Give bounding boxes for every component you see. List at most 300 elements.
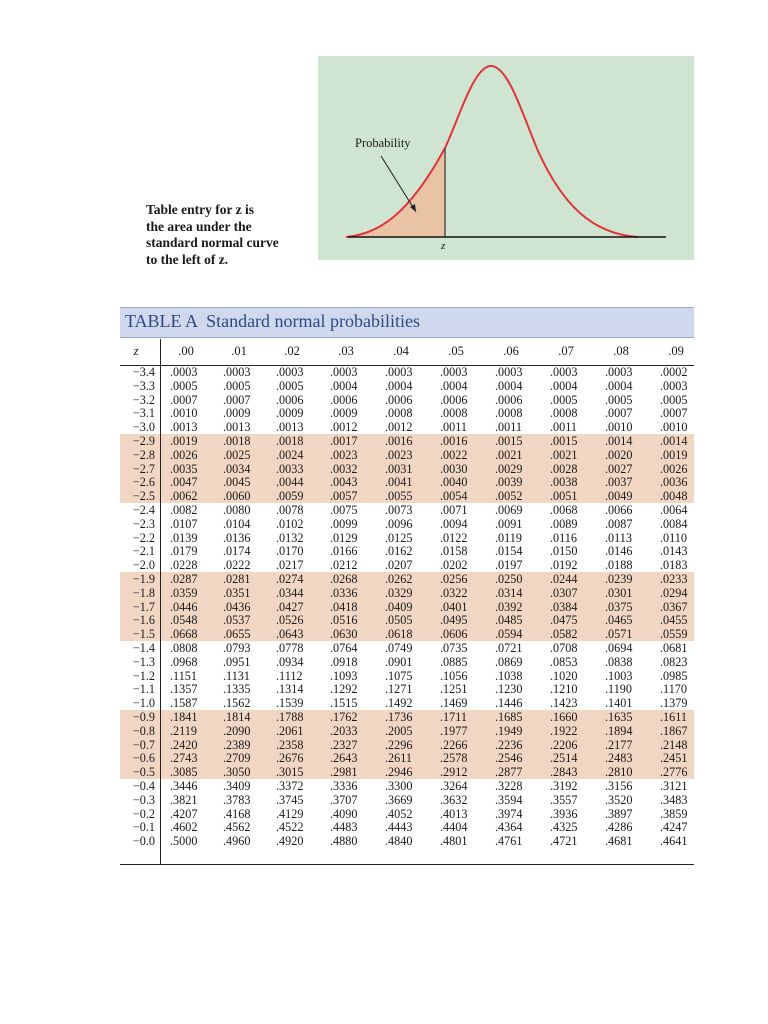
probability-cell: .1251	[440, 682, 468, 697]
table-row	[120, 532, 694, 546]
table-row	[120, 835, 694, 849]
probability-cell: .0465	[605, 613, 633, 628]
probability-cell: .0034	[223, 461, 251, 476]
probability-cell: .0548	[170, 613, 198, 628]
probability-cell: .2810	[605, 765, 633, 780]
probability-cell: .0250	[495, 572, 523, 586]
probability-cell: .0003	[550, 365, 578, 379]
table-row	[120, 794, 694, 808]
probability-cell: .0004	[495, 378, 523, 393]
probability-cell: .0010	[660, 420, 688, 435]
table-row	[120, 752, 694, 766]
header-col: .05	[448, 344, 464, 358]
shaded-probability-area	[346, 148, 445, 237]
probability-cell: .2033	[330, 723, 358, 738]
probability-cell: .0384	[550, 599, 578, 614]
probability-cell: .0030	[440, 461, 468, 476]
probability-cell: .2090	[223, 723, 251, 738]
probability-cell: .0749	[385, 641, 413, 655]
probability-cell: .0007	[605, 406, 633, 421]
table-row	[120, 821, 694, 835]
table-row	[120, 449, 694, 463]
probability-cell: .0351	[223, 585, 251, 600]
probability-cell: .3745	[276, 792, 304, 807]
probability-cell: .0015	[495, 434, 523, 448]
probability-cell: .0495	[440, 613, 468, 628]
probability-cell: .2177	[605, 737, 633, 752]
probability-cell: .0006	[440, 392, 468, 407]
probability-cell: .1814	[223, 710, 251, 724]
probability-cell: .0014	[660, 434, 688, 448]
probability-cell: .0367	[660, 599, 688, 614]
probability-cell: .0102	[276, 516, 304, 531]
normal-curve-figure	[318, 56, 694, 260]
z-value: −2.4	[132, 503, 155, 517]
table-number: TABLE A	[125, 311, 199, 331]
probability-cell: .0256	[440, 572, 468, 586]
probability-cell: .1230	[495, 682, 523, 697]
probability-cell: .1660	[550, 710, 578, 724]
probability-cell: .1020	[550, 668, 578, 683]
probability-cell: .0174	[223, 544, 251, 559]
probability-cell: .1038	[495, 668, 523, 683]
probability-cell: .0003	[330, 365, 358, 379]
probability-cell: .4483	[330, 820, 358, 835]
probability-cell: .4168	[223, 806, 251, 821]
probability-cell: .4840	[385, 834, 413, 849]
header-col: .04	[393, 344, 409, 358]
probability-cell: .4247	[660, 820, 688, 835]
probability-cell: .0036	[660, 475, 688, 490]
probability-cell: .3483	[660, 792, 688, 807]
probability-cell: .0041	[385, 475, 413, 490]
probability-cell: .0003	[223, 365, 251, 379]
probability-cell: .0018	[223, 434, 251, 448]
probability-cell: .0013	[223, 420, 251, 435]
probability-cell: .4960	[223, 834, 251, 849]
probability-cell: .0005	[605, 392, 633, 407]
probability-cell: .0618	[385, 627, 413, 642]
probability-cell: .0764	[330, 641, 358, 655]
table-row	[120, 366, 694, 380]
probability-cell: .3897	[605, 806, 633, 821]
probability-cell: .4052	[385, 806, 413, 821]
probability-cell: .1977	[440, 723, 468, 738]
probability-cell: .0192	[550, 558, 578, 573]
table-row	[120, 656, 694, 670]
caption-line: standard normal curve	[146, 235, 279, 250]
probability-cell: .0594	[495, 627, 523, 642]
probability-cell: .0006	[495, 392, 523, 407]
probability-cell: .4522	[276, 820, 304, 835]
header-col: .06	[503, 344, 519, 358]
probability-cell: .0004	[385, 378, 413, 393]
probability-cell: .3409	[223, 779, 251, 793]
probability-cell: .0119	[495, 530, 522, 545]
probability-cell: .0516	[330, 613, 358, 628]
probability-cell: .0228	[170, 558, 198, 573]
probability-cell: .0158	[440, 544, 468, 559]
probability-cell: .1562	[223, 696, 251, 711]
probability-cell: .0003	[440, 365, 468, 379]
probability-cell: .2389	[223, 737, 251, 752]
z-value: −1.3	[132, 654, 155, 669]
z-value: −2.3	[132, 516, 155, 531]
table-row	[120, 587, 694, 601]
probability-cell: .1788	[276, 710, 304, 724]
probability-cell: .0107	[170, 516, 198, 531]
probability-cell: .3121	[660, 779, 688, 793]
probability-cell: .2776	[660, 765, 688, 780]
probability-cell: .0708	[550, 641, 578, 655]
probability-cell: .1922	[550, 723, 578, 738]
probability-cell: .0778	[276, 641, 304, 655]
probability-cell: .0344	[276, 585, 304, 600]
probability-cell: .0721	[495, 641, 523, 655]
probability-cell: .1736	[385, 710, 413, 724]
probability-cell: .0020	[605, 447, 633, 462]
probability-cell: .4286	[605, 820, 633, 835]
probability-cell: .0009	[276, 406, 304, 421]
probability-cell: .0808	[170, 641, 198, 655]
probability-cell: .0023	[385, 447, 413, 462]
probability-cell: .0082	[170, 503, 198, 517]
table-title	[125, 311, 420, 332]
probability-cell: .1492	[385, 696, 413, 711]
probability-cell: .1075	[385, 668, 413, 683]
caption-line: to the left of z.	[146, 251, 229, 267]
probability-cell: .2514	[550, 751, 578, 766]
probability-cell: .3372	[276, 779, 304, 793]
probability-cell: .0022	[440, 447, 468, 462]
probability-cell: .0485	[495, 613, 523, 628]
probability-cell: .0838	[605, 654, 633, 669]
probability-cell: .0008	[495, 406, 523, 421]
probability-cell: .0071	[440, 503, 468, 517]
probability-cell: .0003	[276, 365, 304, 379]
probability-cell: .2843	[550, 765, 578, 780]
header-col: .09	[668, 344, 684, 358]
probability-cell: .1762	[330, 710, 358, 724]
probability-cell: .2676	[276, 751, 304, 766]
probability-cell: .0116	[550, 530, 577, 545]
probability-cell: .0039	[495, 475, 523, 490]
probability-cell: .0006	[276, 392, 304, 407]
probability-cell: .0014	[605, 434, 633, 448]
probability-cell: .2005	[385, 723, 413, 738]
probability-cell: .2266	[440, 737, 468, 752]
probability-cell: .2148	[660, 737, 688, 752]
probability-cell: .0017	[330, 434, 358, 448]
z-value: −0.1	[132, 820, 155, 835]
z-value: −1.4	[132, 641, 155, 655]
table-row	[120, 476, 694, 490]
header-col: .07	[558, 344, 574, 358]
probability-cell: .0401	[440, 599, 468, 614]
probability-cell: .0006	[385, 392, 413, 407]
probability-cell: .0062	[170, 489, 198, 504]
z-value: −0.0	[132, 834, 155, 849]
probability-cell: .1685	[495, 710, 523, 724]
probability-cell: .3557	[550, 792, 578, 807]
probability-cell: .0004	[605, 378, 633, 393]
probability-cell: .3228	[495, 779, 523, 793]
table-row	[120, 808, 694, 822]
probability-cell: .0008	[550, 406, 578, 421]
probability-cell: .1867	[660, 723, 688, 738]
probability-cell: .0059	[276, 489, 304, 504]
z-value: −3.2	[132, 392, 155, 407]
probability-cell: .0202	[440, 558, 468, 573]
probability-cell: .3859	[660, 806, 688, 821]
probability-cell: .0268	[330, 572, 358, 586]
probability-cell: .0294	[660, 585, 688, 600]
probability-cell: .0582	[550, 627, 578, 642]
probability-cell: .0004	[330, 378, 358, 393]
probability-cell: .0336	[330, 585, 358, 600]
probability-cell: .3936	[550, 806, 578, 821]
probability-cell: .0018	[276, 434, 304, 448]
z-value: −1.2	[132, 668, 155, 683]
probability-cell: .0239	[605, 572, 633, 586]
probability-cell: .0301	[605, 585, 633, 600]
probability-cell: .0003	[495, 365, 523, 379]
probability-cell: .0446	[170, 599, 198, 614]
probability-cell: .0143	[660, 544, 688, 559]
probability-cell: .0012	[330, 420, 358, 435]
probability-cell: .0045	[223, 475, 251, 490]
probability-cell: .0537	[223, 613, 251, 628]
probability-cell: .0793	[223, 641, 251, 655]
table-row	[120, 766, 694, 780]
probability-cell: .1093	[330, 668, 358, 683]
probability-cell: .0055	[385, 489, 413, 504]
probability-cell: .0035	[170, 461, 198, 476]
probability-cell: .0375	[605, 599, 633, 614]
probability-cell: .0162	[385, 544, 413, 559]
probability-cell: .0274	[276, 572, 304, 586]
probability-cell: .0011	[440, 420, 467, 435]
probability-cell: .2451	[660, 751, 688, 766]
header-col: .02	[284, 344, 300, 358]
probability-cell: .0505	[385, 613, 413, 628]
probability-cell: .3707	[330, 792, 358, 807]
probability-cell: .4404	[440, 820, 468, 835]
probability-cell: .5000	[170, 834, 198, 849]
probability-cell: .1423	[550, 696, 578, 711]
probability-cell: .0029	[495, 461, 523, 476]
probability-cell: .0048	[660, 489, 688, 504]
table-row	[120, 628, 694, 642]
probability-cell: .1635	[605, 710, 633, 724]
table-row	[120, 683, 694, 697]
probability-cell: .0427	[276, 599, 304, 614]
probability-cell: .0233	[660, 572, 688, 586]
probability-cell: .0032	[330, 461, 358, 476]
probability-cell: .1151	[170, 668, 197, 683]
probability-cell: .4721	[550, 834, 578, 849]
probability-cell: .1711	[440, 710, 467, 724]
probability-cell: .1056	[440, 668, 468, 683]
probability-cell: .0934	[276, 654, 304, 669]
probability-cell: .2709	[223, 751, 251, 766]
header-col: .00	[178, 344, 194, 358]
probability-cell: .0013	[276, 420, 304, 435]
probability-cell: .3050	[223, 765, 251, 780]
probability-cell: .0011	[495, 420, 522, 435]
probability-cell: .3783	[223, 792, 251, 807]
probability-cell: .0885	[440, 654, 468, 669]
probability-cell: .4602	[170, 820, 198, 835]
header-col: .08	[613, 344, 629, 358]
z-value: −2.0	[132, 558, 155, 573]
probability-cell: .1894	[605, 723, 633, 738]
probability-cell: .0023	[330, 447, 358, 462]
probability-cell: .0281	[223, 572, 251, 586]
probability-cell: .0222	[223, 558, 251, 573]
table-row	[120, 504, 694, 518]
probability-cell: .0007	[223, 392, 251, 407]
probability-cell: .0322	[440, 585, 468, 600]
probability-cell: .0004	[550, 378, 578, 393]
table-row	[120, 642, 694, 656]
probability-cell: .0901	[385, 654, 413, 669]
probability-cell: .1841	[170, 710, 198, 724]
probability-cell: .4761	[495, 834, 523, 849]
probability-cell: .3156	[605, 779, 633, 793]
probability-cell: .0005	[550, 392, 578, 407]
probability-cell: .3085	[170, 765, 198, 780]
table-row	[120, 435, 694, 449]
probability-cell: .1515	[330, 696, 358, 711]
table-row	[120, 394, 694, 408]
z-value: −2.6	[132, 475, 155, 490]
header-col: .01	[231, 344, 247, 358]
probability-cell: .0166	[330, 544, 358, 559]
probability-cell: .0207	[385, 558, 413, 573]
probability-cell: .4090	[330, 806, 358, 821]
probability-cell: .0606	[440, 627, 468, 642]
probability-cell: .0060	[223, 489, 251, 504]
probability-cell: .0122	[440, 530, 468, 545]
z-value: −0.6	[132, 751, 155, 766]
probability-cell: .0409	[385, 599, 413, 614]
probability-cell: .0028	[550, 461, 578, 476]
table-row	[120, 545, 694, 559]
probability-cell: .0179	[170, 544, 198, 559]
table-row	[120, 601, 694, 615]
probability-cell: .0005	[170, 378, 198, 393]
probability-cell: .2327	[330, 737, 358, 752]
probability-cell: .0068	[550, 503, 578, 517]
probability-cell: .0136	[223, 530, 251, 545]
probability-cell: .3446	[170, 779, 198, 793]
probability-pointer	[381, 156, 416, 212]
probability-cell: .0013	[170, 420, 198, 435]
probability-cell: .0968	[170, 654, 198, 669]
probability-cell: .0643	[276, 627, 304, 642]
probability-cell: .1446	[495, 696, 523, 711]
probability-cell: .4920	[276, 834, 304, 849]
probability-cell: .2420	[170, 737, 198, 752]
probability-cell: .1357	[170, 682, 198, 697]
probability-cell: .2119	[170, 723, 197, 738]
z-value: −0.9	[132, 710, 155, 724]
probability-cell: .2546	[495, 751, 523, 766]
probability-cell: .0951	[223, 654, 251, 669]
probability-cell: .0010	[605, 420, 633, 435]
table-row	[120, 407, 694, 421]
z-value: −1.0	[132, 696, 155, 711]
probability-cell: .0052	[495, 489, 523, 504]
table-row	[120, 614, 694, 628]
z-value: −0.2	[132, 806, 155, 821]
probability-cell: .0016	[440, 434, 468, 448]
probability-cell: .2358	[276, 737, 304, 752]
probability-cell: .0087	[605, 516, 633, 531]
probability-cell: .0005	[660, 392, 688, 407]
probability-cell: .0154	[495, 544, 523, 559]
probability-cell: .0436	[223, 599, 251, 614]
z-column-divider	[160, 339, 161, 864]
probability-cell: .1292	[330, 682, 358, 697]
probability-cell: .4641	[660, 834, 688, 849]
probability-cell: .1170	[660, 682, 687, 697]
probability-cell: .0019	[170, 434, 198, 448]
probability-cell: .0132	[276, 530, 304, 545]
probability-cell: .0021	[550, 447, 578, 462]
z-value: −2.7	[132, 461, 155, 476]
table-row	[120, 711, 694, 725]
probability-cell: .0985	[660, 668, 688, 683]
probability-cell: .0359	[170, 585, 198, 600]
probability-cell: .0002	[660, 365, 688, 379]
probability-cell: .0655	[223, 627, 251, 642]
z-value: −1.5	[132, 627, 155, 642]
table-bottom-rule	[120, 864, 694, 865]
table-row	[120, 697, 694, 711]
probability-cell: .0016	[385, 434, 413, 448]
table-header-row	[120, 339, 694, 366]
z-value: −3.4	[132, 365, 155, 379]
probability-cell: .4562	[223, 820, 251, 835]
header-col: .03	[338, 344, 354, 358]
caption-line: the area under the	[146, 218, 252, 234]
probability-cell: .0217	[276, 558, 304, 573]
normal-curve-svg	[318, 56, 694, 260]
probability-cell: .0475	[550, 613, 578, 628]
probability-cell: .1335	[223, 682, 251, 697]
probability-cell: .0043	[330, 475, 358, 490]
probability-cell: .2236	[495, 737, 523, 752]
probability-cell: .1190	[605, 682, 632, 697]
probability-cell: .0307	[550, 585, 578, 600]
probability-cell: .2946	[385, 765, 413, 780]
header-z: z	[133, 344, 139, 358]
probability-cell: .1401	[605, 696, 633, 711]
probability-cell: .0078	[276, 503, 304, 517]
z-value: −0.4	[132, 779, 155, 793]
caption-line: Table entry for z is	[146, 202, 254, 217]
probability-cell: .1314	[276, 682, 304, 697]
probability-cell: .0392	[495, 599, 523, 614]
probability-cell: .0287	[170, 572, 198, 586]
probability-cell: .0073	[385, 503, 413, 517]
probability-cell: .0146	[605, 544, 633, 559]
probability-cell: .0008	[385, 406, 413, 421]
probability-cell: .0089	[550, 516, 578, 531]
z-value: −0.3	[132, 792, 155, 807]
